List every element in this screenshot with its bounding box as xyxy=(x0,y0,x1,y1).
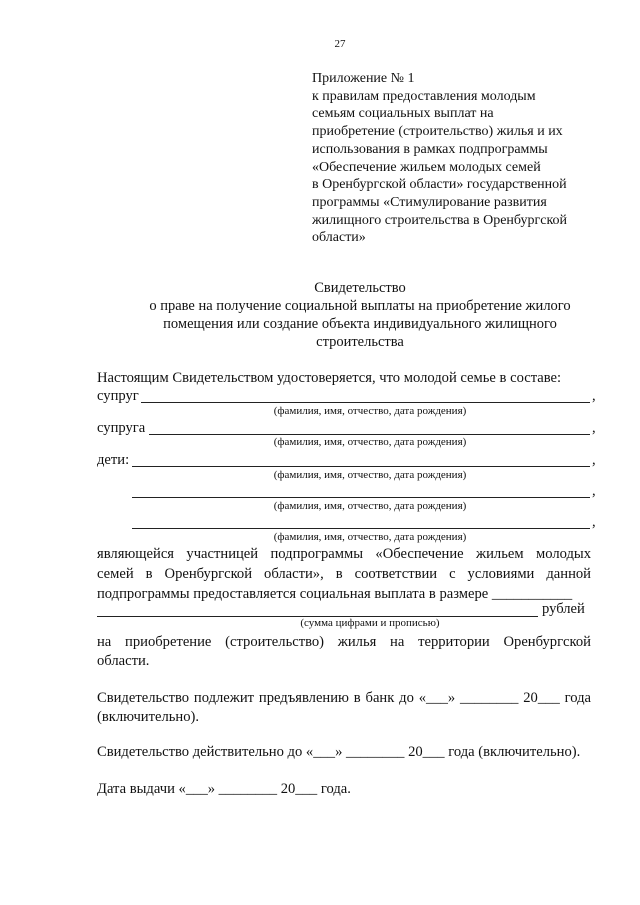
appendix-line: области» xyxy=(312,230,366,246)
line-end-comma: , xyxy=(592,483,596,499)
appendix-line: Приложение № 1 xyxy=(312,71,415,86)
spouse-female-caption: (фамилия, имя, отчество, дата рождения) xyxy=(273,436,467,448)
appendix-block xyxy=(312,70,567,247)
validity-text: Свидетельство действительно до «___» ________ 20___ года (включительно). xyxy=(97,744,581,760)
child-caption-1: (фамилия, имя, отчество, дата рождения) xyxy=(273,469,467,481)
appendix-line: к правилам предоставления молодым xyxy=(312,88,536,104)
participant-text-line: семей в Оренбургской области», в соответствии с условиями данной xyxy=(97,566,591,582)
appendix-line: «Обеспечение жильем молодых семей xyxy=(312,159,541,175)
page-number: 27 xyxy=(334,38,346,50)
purpose-text-line: на приобретение (строительство) жилья на территории Оренбургской xyxy=(97,634,591,650)
issue-date-text: Дата выдачи «___» ________ 20___ года. xyxy=(97,781,351,797)
line-end-comma: , xyxy=(592,420,596,436)
appendix-line: использования в рамках подпрограммы xyxy=(312,141,548,157)
intro-text: Настоящим Свидетельством удостоверяется, что молодой семье в составе: xyxy=(97,370,562,386)
line-end-comma: , xyxy=(592,514,596,530)
spouse-female-field[interactable] xyxy=(149,434,590,435)
children-label: дети: xyxy=(97,452,130,468)
child-caption-2: (фамилия, имя, отчество, дата рождения) xyxy=(273,500,467,512)
spouse-female-label: супруга xyxy=(97,420,146,436)
line-end-comma: , xyxy=(592,452,596,468)
bank-deadline-line: (включительно). xyxy=(97,709,200,725)
spouse-male-label: супруг xyxy=(97,388,139,404)
purpose-text-line: области. xyxy=(97,653,150,669)
document-subtitle-line: о праве на получение социальной выплаты на приобретение жилого xyxy=(149,298,571,314)
child-field-2[interactable] xyxy=(132,497,590,498)
participant-text-line: являющейся участницей подпрограммы «Обеспечение жильем молодых xyxy=(97,546,591,562)
document-subtitle-line: строительства xyxy=(316,334,404,350)
amount-caption: (сумма цифрами и прописью) xyxy=(300,617,440,629)
document-subtitle-line: помещения или создание объекта индивидуального жилищного xyxy=(163,316,557,332)
document-title: Свидетельство xyxy=(314,280,406,296)
appendix-line: в Оренбургской области» государственной xyxy=(312,177,567,193)
bank-deadline-line: Свидетельство подлежит предъявлению в банк до «___» ________ 20___ года xyxy=(97,690,591,706)
spouse-male-field[interactable] xyxy=(141,402,590,403)
appendix-line: жилищного строительства в Оренбургской xyxy=(312,212,568,228)
line-end-comma: , xyxy=(592,388,596,404)
amount-unit: рублей xyxy=(542,601,585,617)
spouse-male-caption: (фамилия, имя, отчество, дата рождения) xyxy=(273,405,467,417)
appendix-line: приобретение (строительство) жилья и их xyxy=(312,124,563,140)
child-caption-3: (фамилия, имя, отчество, дата рождения) xyxy=(273,531,467,543)
appendix-line: программы «Стимулирование развития xyxy=(312,194,547,210)
child-field-3[interactable] xyxy=(132,528,590,529)
participant-text-line: подпрограммы предоставляется социальная выплата в размере ___________ xyxy=(97,586,573,602)
appendix-line: семьям социальных выплат на xyxy=(312,106,494,122)
child-field-1[interactable] xyxy=(132,466,590,467)
